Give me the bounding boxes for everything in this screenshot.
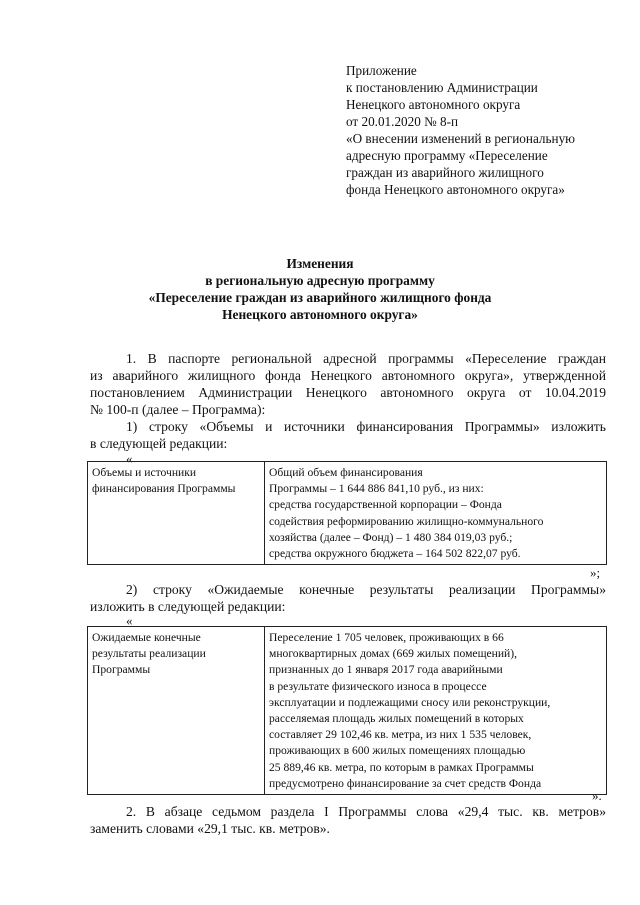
cell-line: многоквартирных домах (669 жилых помещений), — [269, 647, 518, 661]
appendix-line: к постановлению Администрации — [346, 80, 538, 95]
cell-line: содействия реформированию жилищно-коммунального — [269, 514, 544, 528]
table-cell-label — [88, 627, 265, 795]
close-quote: »; — [590, 565, 601, 580]
appendix-line: фонда Ненецкого автономного округа» — [346, 182, 565, 197]
table-cell-label — [88, 462, 265, 565]
sub2-line: изложить в следующей редакции: — [90, 599, 286, 614]
sub1-line: в следующей редакции: — [90, 436, 228, 451]
cell-line: хозяйства (далее – Фонд) – 1 480 384 019,03 руб.; — [269, 530, 513, 544]
cell-line: Объемы и источники — [92, 466, 197, 479]
cell-line: Ожидаемые конечные — [92, 631, 201, 644]
cell-line: признанных до 1 января 2017 года аварийными — [269, 663, 503, 677]
cell-line: предусмотрено финансирование за счет средств Фонда — [269, 776, 542, 790]
cell-line: финансирования Программы — [92, 482, 236, 496]
document-title — [80, 255, 560, 323]
table-row — [88, 462, 607, 565]
close-quote: ». — [592, 788, 602, 803]
sub1-line: 1) строку «Объемы и источники финансирования Программы» изложить — [126, 419, 606, 434]
cell-line: Общий объем финансирования — [269, 466, 423, 479]
table-cell-value — [265, 627, 607, 795]
table-financing — [87, 461, 607, 565]
item1-line: постановлением Администрации Ненецкого автономного округа от 10.04.2019 — [90, 385, 606, 400]
item1-line: 1. В паспорте региональной адресной программы «Переселение граждан — [126, 351, 606, 366]
cell-line: расселяемая площадь жилых помещений в которых — [269, 712, 524, 726]
open-quote: « — [126, 613, 133, 628]
appendix-line: Приложение — [346, 63, 417, 78]
table-cell-value — [265, 462, 607, 565]
item2-line: 2. В абзаце седьмом раздела I Программы слова «29,4 тыс. кв. метров» — [126, 804, 606, 819]
table-row — [88, 627, 607, 795]
cell-line: Программы – 1 644 886 841,10 руб., из них: — [269, 482, 484, 496]
cell-line: в результате физического износа в процессе — [269, 679, 487, 693]
appendix-line: граждан из аварийного жилищного — [346, 165, 544, 180]
title-line: «Переселение граждан из аварийного жилищного фонда — [148, 290, 492, 305]
appendix-line: «О внесении изменений в региональную — [346, 131, 576, 146]
cell-line: 25 889,46 кв. метра, по которым в рамках Программы — [269, 760, 534, 774]
appendix-header — [346, 62, 626, 198]
title-line: Изменения — [286, 256, 354, 271]
cell-line: Переселение 1 705 человек, проживающих в 66 — [269, 631, 504, 644]
appendix-line: Ненецкого автономного округа — [346, 97, 521, 112]
title-line: в региональную адресную программу — [205, 273, 435, 288]
cell-line: проживающих в 600 жилых помещениях площадью — [269, 744, 526, 758]
item1-line: из аварийного жилищного фонда Ненецкого автономного округа», утвержденной — [90, 368, 606, 383]
table-expected-results — [87, 626, 607, 795]
cell-line: результаты реализации — [92, 647, 206, 661]
cell-line: средства государственной корпорации – Фонда — [269, 498, 502, 512]
open-quote: « — [126, 451, 133, 466]
sub2-line: 2) строку «Ожидаемые конечные результаты реализации Программы» — [126, 582, 606, 597]
cell-line: средства окружного бюджета – 164 502 822,07 руб. — [269, 547, 521, 561]
item1-line: № 100-п (далее – Программа): — [90, 402, 266, 417]
cell-line: эксплуатации и подлежащими сносу или реконструкции, — [269, 695, 551, 709]
appendix-line: от 20.01.2020 № 8-п — [346, 114, 459, 129]
cell-line: составляет 29 102,46 кв. метра, из них 1 535 человек, — [269, 728, 532, 742]
title-line: Ненецкого автономного округа» — [222, 307, 418, 322]
item2-line: заменить словами «29,1 тыс. кв. метров». — [90, 821, 330, 836]
appendix-line: адресную программу «Переселение — [346, 148, 548, 163]
cell-line: Программы — [92, 663, 151, 677]
